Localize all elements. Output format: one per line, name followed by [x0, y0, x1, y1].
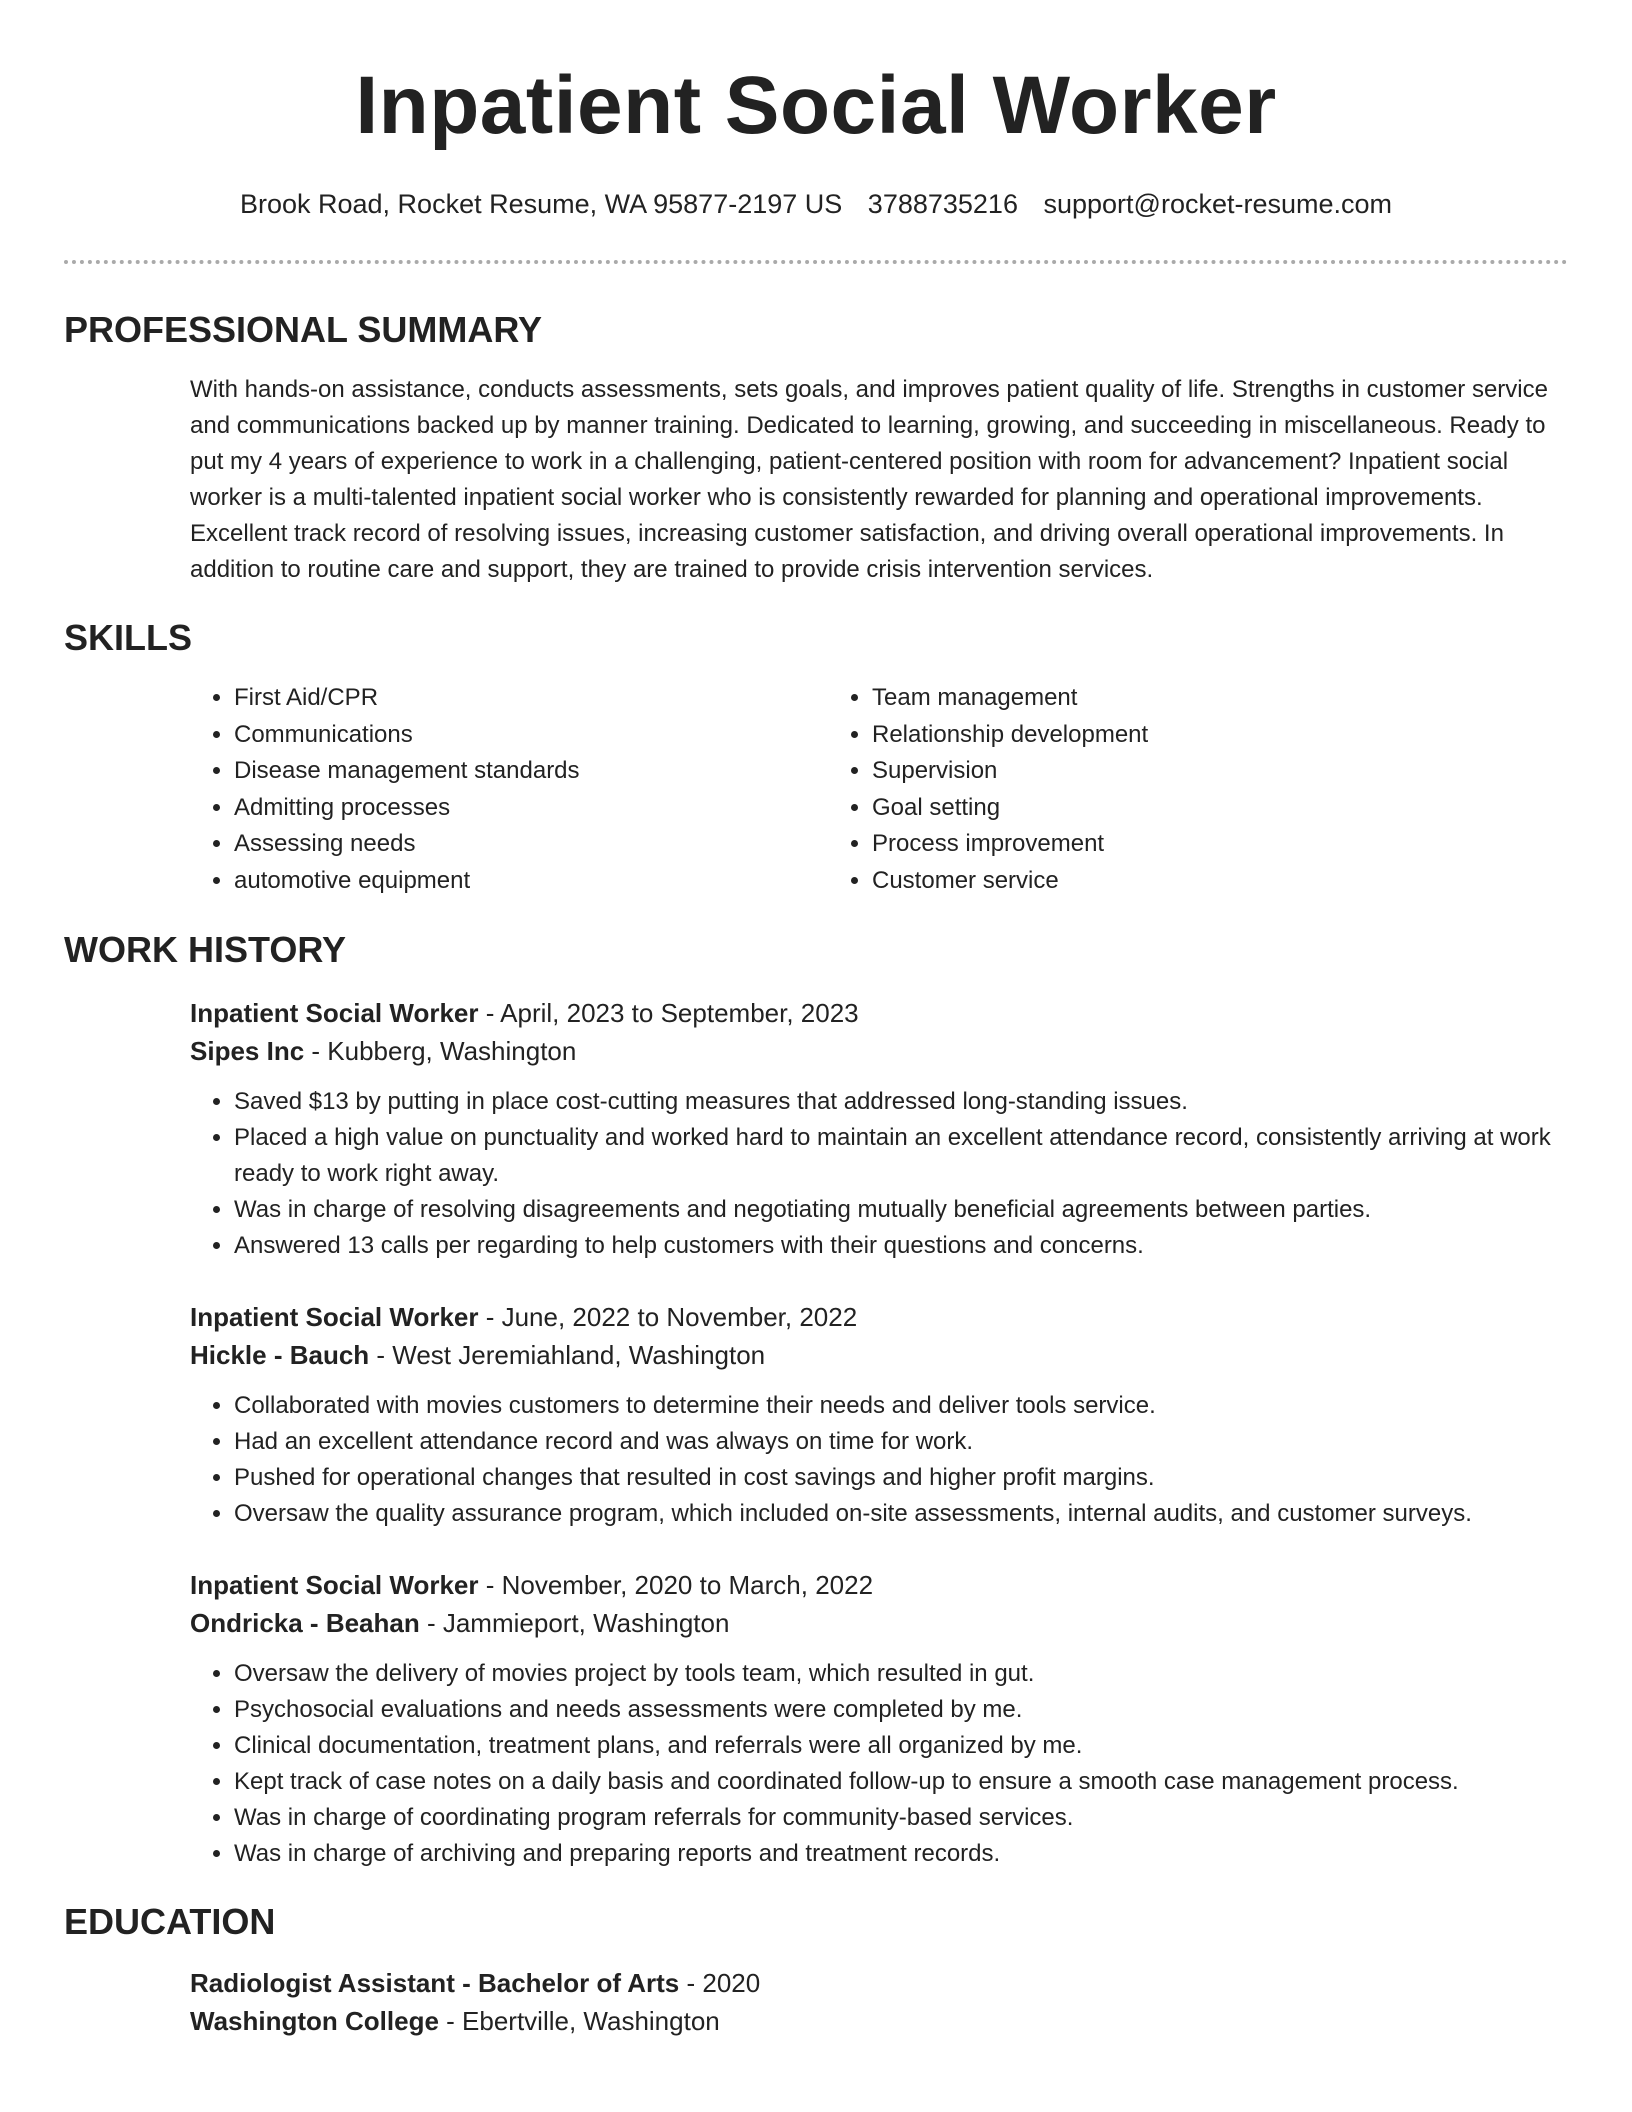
- job-location: - Jammieport, Washington: [419, 1607, 730, 1638]
- summary-text: With hands-on assistance, conducts assessments, sets goals, and improves patient quality of life. Strengths in customer service and communications backed up by manner training. Dedicated to learning, growing, and succeeding in miscellaneous. Ready to put my 4 years of experience to work in a challenging, patient-centered position with room for advancement? Inpatient social worker is a multi-talented inpatient social worker who is consistently rewarded for planning and operational improvements. Excellent track record of resolving issues, increasing customer satisfaction, and driving overall operational improvements. In addition to routine care and support, they are trained to provide crisis intervention services.: [190, 376, 1548, 583]
- job-bullet: • Was in charge of coordinating program referrals for community-based services.: [234, 1800, 1568, 1836]
- summary-heading: PROFESSIONAL SUMMARY: [64, 309, 543, 350]
- job-bullet: • Placed a high value on punctuality and worked hard to maintain an excellent attendance record, consistently arriving at work ready to work right away.: [234, 1120, 1568, 1192]
- contact-email: support@rocket-resume.com: [1043, 189, 1393, 219]
- job-bullet: • Was in charge of resolving disagreements and negotiating mutually beneficial agreements between parties.: [234, 1192, 1568, 1228]
- job-role: Inpatient Social Worker: [190, 1301, 479, 1332]
- job-bullet: • Saved $13 by putting in place cost-cutting measures that addressed long-standing issues.: [234, 1084, 1568, 1120]
- education-degree: Radiologist Assistant - Bachelor of Arts: [190, 1967, 680, 1998]
- job-entry: [190, 1566, 1568, 1872]
- contact-line: [64, 186, 1568, 222]
- education-school-line: [190, 2002, 1568, 2040]
- education-degree-line: [190, 1964, 1568, 2002]
- summary-section: [64, 372, 1568, 588]
- contact-address: Brook Road, Rocket Resume, WA 95877-2197 US: [239, 189, 843, 219]
- job-location: - West Jeremiahland, Washington: [369, 1339, 766, 1370]
- job-bullet: • Oversaw the delivery of movies project by tools team, which resulted in gut.: [234, 1656, 1568, 1692]
- job-bullet: • Answered 13 calls per regarding to help customers with their questions and concerns.: [234, 1228, 1568, 1264]
- skill-item: • First Aid/CPR: [234, 680, 828, 717]
- job-role: Inpatient Social Worker: [190, 997, 479, 1028]
- skills-column-right: [828, 680, 1568, 900]
- job-company-line: [190, 1604, 1568, 1642]
- job-bullet: • Kept track of case notes on a daily basis and coordinated follow-up to ensure a smooth case management process.: [234, 1764, 1568, 1800]
- work-history-heading: WORK HISTORY: [64, 928, 347, 970]
- skill-item: • Admitting processes: [234, 790, 828, 827]
- education-year: - 2020: [679, 1967, 761, 1998]
- job-company: Hickle - Bauch: [190, 1339, 370, 1370]
- job-bullets: [190, 1388, 1568, 1532]
- skill-item: • Customer service: [872, 863, 1568, 900]
- skill-item: • Supervision: [872, 753, 1568, 790]
- skill-item: • Assessing needs: [234, 826, 828, 863]
- education-location: - Ebertville, Washington: [438, 2005, 720, 2036]
- work-history-section: [64, 994, 1568, 1872]
- skill-item: • automotive equipment: [234, 863, 828, 900]
- job-entry: [190, 1298, 1568, 1532]
- job-entry: [190, 994, 1568, 1264]
- skill-item: • Communications: [234, 717, 828, 754]
- header-divider: [64, 260, 1568, 264]
- skill-item: • Process improvement: [872, 826, 1568, 863]
- job-bullet: • Pushed for operational changes that resulted in cost savings and higher profit margins.: [234, 1460, 1568, 1496]
- job-bullet: • Psychosocial evaluations and needs assessments were completed by me.: [234, 1692, 1568, 1728]
- job-bullets: [190, 1084, 1568, 1264]
- job-title-line: [190, 1566, 1568, 1604]
- skills-heading: SKILLS: [64, 617, 193, 658]
- job-bullet: • Clinical documentation, treatment plans, and referrals were all organized by me.: [234, 1728, 1568, 1764]
- skills-column-left: [190, 680, 828, 900]
- skill-item: • Goal setting: [872, 790, 1568, 827]
- education-heading: EDUCATION: [64, 1900, 276, 1942]
- skill-item: • Relationship development: [872, 717, 1568, 754]
- education-school: Washington College: [190, 2005, 439, 2036]
- education-entry: [190, 1964, 1568, 2040]
- education-section: [64, 1964, 1568, 2040]
- job-location: - Kubberg, Washington: [304, 1035, 577, 1066]
- skill-item: • Disease management standards: [234, 753, 828, 790]
- job-bullet: • Had an excellent attendance record and was always on time for work.: [234, 1424, 1568, 1460]
- job-dates: - April, 2023 to September, 2023: [478, 997, 859, 1028]
- job-dates: - June, 2022 to November, 2022: [478, 1301, 858, 1332]
- job-bullet: • Was in charge of archiving and preparing reports and treatment records.: [234, 1836, 1568, 1872]
- skills-section: [64, 680, 1568, 900]
- resume-name: Inpatient Social Worker: [355, 60, 1277, 151]
- job-company-line: [190, 1032, 1568, 1070]
- job-company: Sipes Inc: [190, 1035, 305, 1066]
- job-bullet: • Oversaw the quality assurance program, which included on-site assessments, internal audits, and customer surveys.: [234, 1496, 1568, 1532]
- contact-phone: 3788735216: [867, 189, 1018, 219]
- job-company-line: [190, 1336, 1568, 1374]
- job-company: Ondricka - Beahan: [190, 1607, 420, 1638]
- job-bullets: [190, 1656, 1568, 1872]
- job-bullet: • Collaborated with movies customers to determine their needs and deliver tools service.: [234, 1388, 1568, 1424]
- job-title-line: [190, 1298, 1568, 1336]
- skills-grid: [190, 680, 1568, 900]
- job-title-line: [190, 994, 1568, 1032]
- job-dates: - November, 2020 to March, 2022: [478, 1569, 874, 1600]
- skill-item: • Team management: [872, 680, 1568, 717]
- job-role: Inpatient Social Worker: [190, 1569, 479, 1600]
